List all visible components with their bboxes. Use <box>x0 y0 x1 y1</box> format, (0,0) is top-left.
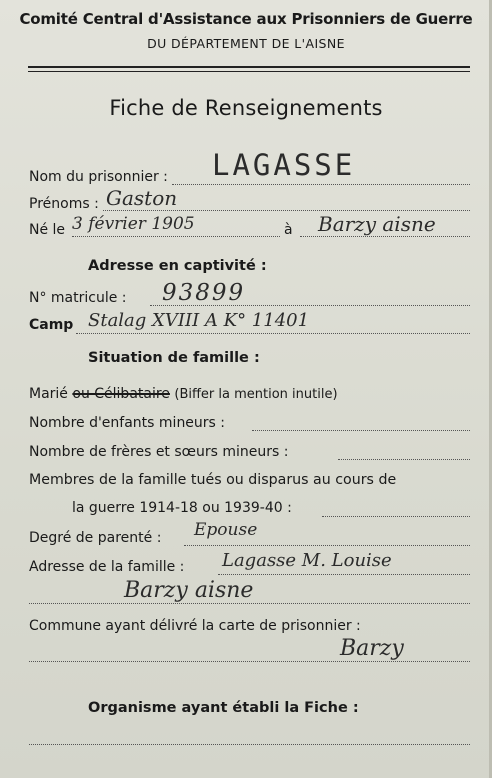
parente-label: Degré de parenté : <box>29 530 162 546</box>
situation-famille-heading: Situation de famille : <box>88 350 260 366</box>
department-subheader: DU DÉPARTEMENT DE L'AISNE <box>147 36 345 51</box>
adresse-famille-line1 <box>218 574 470 575</box>
organisme-heading: Organisme ayant établi la Fiche : <box>88 700 359 716</box>
ne-le-label: Né le <box>29 222 66 238</box>
organisme-line <box>29 744 470 745</box>
header-rule-thin <box>28 71 470 72</box>
prenoms-value[interactable]: Gaston <box>106 186 178 210</box>
marie-row <box>29 386 338 402</box>
organization-header: Comité Central d'Assistance aux Prisonniers de Guerre <box>19 10 473 28</box>
commune-line <box>29 661 470 662</box>
commune-label: Commune ayant délivré la carte de prisonnier : <box>29 618 361 634</box>
lieu-value[interactable]: Barzy aisne <box>318 212 436 236</box>
prenoms-line <box>103 210 470 211</box>
a-label: à <box>284 222 293 238</box>
camp-value[interactable]: Stalag XVIII A K° 11401 <box>88 310 310 331</box>
camp-label: Camp <box>29 317 74 333</box>
adresse-famille-line2 <box>29 603 470 604</box>
parente-line <box>184 545 470 546</box>
prenoms-label: Prénoms : <box>29 196 99 212</box>
marie-label: Marié <box>29 386 68 402</box>
membres-label-line2: la guerre 1914-18 ou 1939-40 : <box>72 500 292 516</box>
freres-label: Nombre de frères et sœurs mineurs : <box>29 444 289 460</box>
membres-label-line1: Membres de la famille tués ou disparus au cours de <box>29 472 397 488</box>
adresse-famille-label: Adresse de la famille : <box>29 559 185 575</box>
matricule-label: N° matricule : <box>29 290 127 306</box>
ne-le-value[interactable]: 3 février 1905 <box>72 214 195 234</box>
nom-value[interactable]: LAGASSE <box>212 148 356 182</box>
membres-line <box>322 516 470 517</box>
biffer-note: (Biffer la mention inutile) <box>174 387 338 402</box>
nom-line <box>172 184 470 185</box>
celibataire-label: ou Célibataire <box>72 386 170 402</box>
adresse-famille-value2[interactable]: Barzy aisne <box>124 578 254 603</box>
ne-le-line <box>72 236 280 237</box>
camp-line <box>76 333 470 334</box>
commune-value[interactable]: Barzy <box>340 636 404 661</box>
matricule-value[interactable]: 93899 <box>162 280 246 306</box>
parente-value[interactable]: Epouse <box>194 520 258 540</box>
form-title: Fiche de Renseignements <box>109 96 383 120</box>
lieu-line <box>300 236 470 237</box>
enfants-line <box>252 430 470 431</box>
enfants-label: Nombre d'enfants mineurs : <box>29 415 226 431</box>
nom-label: Nom du prisonnier : <box>29 169 168 185</box>
header-rule-thick <box>28 66 470 68</box>
freres-line <box>338 459 470 460</box>
adresse-captivite-heading: Adresse en captivité : <box>88 258 267 274</box>
adresse-famille-value1[interactable]: Lagasse M. Louise <box>222 550 392 571</box>
